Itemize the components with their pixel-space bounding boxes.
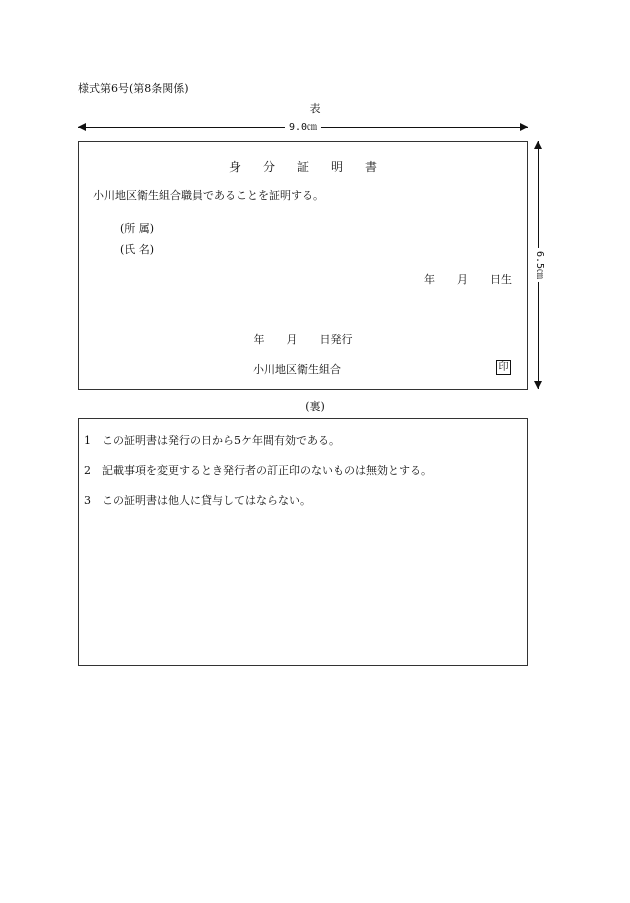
seal-stamp-box: 印	[496, 360, 511, 375]
list-item	[84, 464, 432, 494]
list-item	[84, 494, 432, 524]
birth-date-field: 年 月 日生	[424, 273, 512, 286]
name-field-label: (氏 名)	[120, 243, 155, 256]
height-dimension-indicator	[532, 141, 546, 389]
note-number: 3	[84, 494, 91, 507]
form-number-label: 様式第6号(第8条関係)	[78, 82, 189, 95]
arrow-down-icon	[534, 381, 542, 389]
certification-statement: 小川地区衛生組合職員であることを証明する。	[93, 189, 324, 202]
note-number: 1	[84, 434, 91, 447]
width-dimension-text: 9.0㎝	[285, 120, 321, 136]
list-item	[84, 434, 432, 464]
back-side-label: (裏)	[305, 400, 325, 413]
arrow-right-icon	[520, 123, 528, 131]
height-dimension-text: 6.5㎝	[533, 248, 545, 282]
note-text: 記載事項を変更するとき発行者の訂正印のないものは無効とする。	[102, 464, 432, 477]
note-text: この証明書は他人に貸与してはならない。	[102, 494, 311, 507]
width-dimension-indicator	[78, 120, 528, 136]
back-notes-list	[84, 434, 432, 524]
issuer-name: 小川地区衛生組合	[253, 363, 341, 376]
card-title: 身分証明書	[228, 160, 399, 174]
card-front-frame	[78, 141, 528, 390]
affiliation-field-label: (所 属)	[120, 222, 155, 235]
front-side-label: 表	[309, 102, 321, 115]
issue-date-field: 年 月 日発行	[253, 333, 353, 346]
arrow-up-icon	[534, 141, 542, 149]
note-number: 2	[84, 464, 91, 477]
note-text: この証明書は発行の日から5ケ年間有効である。	[102, 434, 340, 447]
arrow-left-icon	[78, 123, 86, 131]
